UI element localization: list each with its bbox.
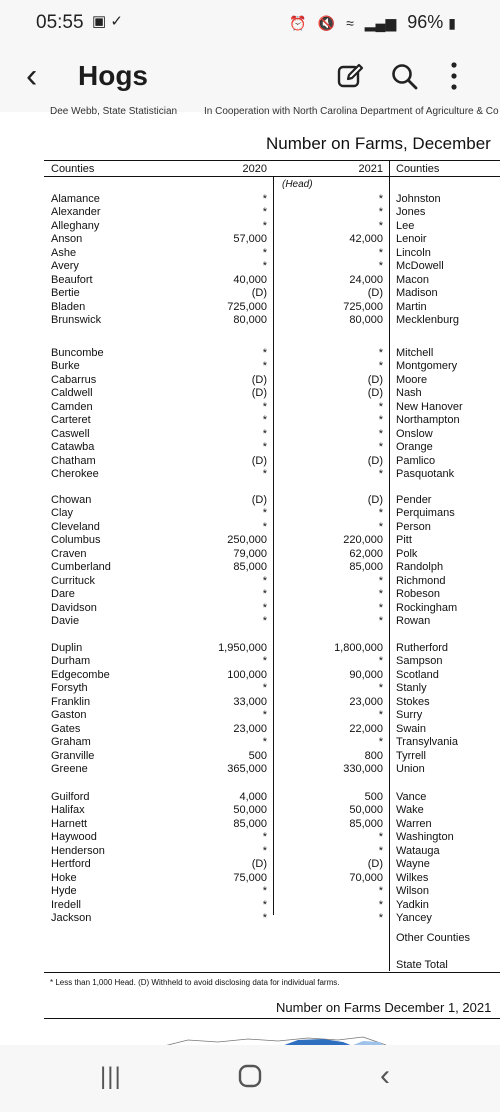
value-2020: * [262, 574, 267, 587]
county-name-2: Scotland [396, 668, 439, 681]
county-name: Jackson [51, 912, 92, 925]
value-2020: (D) [251, 387, 267, 400]
table-row [0, 763, 500, 776]
table-row [0, 858, 500, 871]
value-2021: * [378, 360, 383, 373]
county-name-2: Pasquotank [396, 468, 455, 481]
table-row [0, 193, 500, 206]
table-row [0, 387, 500, 400]
value-2021: (D) [367, 494, 383, 506]
county-name: Dare [51, 588, 75, 601]
value-2020: * [262, 260, 267, 273]
table-row [0, 669, 500, 682]
table-row [0, 206, 500, 219]
status-right [289, 12, 462, 33]
table-row [0, 247, 500, 260]
county-name: Avery [51, 260, 79, 273]
document-cut-header-right: In Cooperation with North Carolina Department of Agriculture & Co [204, 106, 499, 117]
value-2021: 42,000 [349, 233, 383, 246]
table-row [0, 696, 500, 709]
county-name: Davidson [51, 601, 97, 614]
value-2020: 80,000 [233, 314, 267, 327]
county-name-2: Perquimans [396, 507, 455, 520]
app-bar [0, 48, 500, 112]
county-name: Granville [51, 749, 95, 762]
value-2021: 220,000 [343, 534, 383, 547]
unit-label: (Head) [282, 179, 313, 190]
value-2020: 4,000 [239, 791, 267, 803]
county-name: Alleghany [51, 219, 100, 232]
county-name-2: Wake [396, 804, 424, 817]
value-2021: * [378, 347, 383, 359]
county-name: Duplin [51, 642, 83, 654]
county-name-2: Pamlico [396, 454, 436, 467]
value-2021: * [378, 709, 383, 722]
value-2021: * [378, 655, 383, 668]
value-2021: * [378, 468, 383, 481]
value-2020: 250,000 [227, 534, 267, 547]
value-2020: * [262, 844, 267, 857]
value-2020: * [262, 601, 267, 614]
county-name: Bertie [51, 287, 80, 300]
value-2020: 23,000 [233, 722, 267, 735]
county-name-2: Vance [396, 791, 427, 803]
county-name: Cumberland [51, 561, 111, 574]
table-row [0, 414, 500, 427]
table-row [0, 912, 500, 925]
value-2020: * [262, 682, 267, 695]
county-name: Alamance [51, 193, 100, 205]
county-name: Durham [51, 655, 91, 668]
value-2021: 800 [364, 749, 383, 762]
table-row [0, 301, 500, 314]
table-row [0, 588, 500, 601]
value-2020: * [262, 655, 267, 668]
county-name: Cleveland [51, 520, 100, 533]
county-name-2: Stanly [396, 682, 427, 695]
county-name-2: Wayne [396, 858, 430, 871]
county-name-2: Yadkin [396, 898, 429, 911]
county-name: Guilford [51, 791, 90, 803]
county-name: Gaston [51, 709, 87, 722]
county-name-2: Sampson [396, 655, 443, 668]
county-name-2: Rutherford [396, 642, 448, 654]
county-name-2: McDowell [396, 260, 444, 273]
value-2021: * [378, 912, 383, 925]
value-2021: 70,000 [349, 871, 383, 884]
county-name: Henderson [51, 844, 105, 857]
county-name-2: Yancey [396, 912, 432, 925]
county-name: Burke [51, 360, 80, 373]
value-2021: * [378, 831, 383, 844]
download-done-icon: ✓ [110, 13, 123, 30]
county-name: Ashe [51, 246, 77, 259]
value-2020: (D) [251, 454, 267, 467]
county-name-2: Richmond [396, 574, 446, 587]
table-row [0, 428, 500, 441]
table-row [0, 723, 500, 736]
value-2021: * [378, 260, 383, 273]
value-2021: (D) [367, 454, 383, 467]
county-name-2: Mecklenburg [396, 314, 459, 327]
county-name: Caldwell [51, 387, 93, 400]
value-2020: * [262, 219, 267, 232]
county-name-2: Washington [396, 831, 454, 844]
county-name: Beaufort [51, 273, 93, 286]
table-row [0, 287, 500, 300]
value-2021: 85,000 [349, 817, 383, 830]
table-row [0, 736, 500, 749]
value-2021: * [378, 427, 383, 440]
value-2021: 330,000 [343, 763, 383, 776]
county-name: Anson [51, 233, 83, 246]
value-2020: * [262, 360, 267, 373]
table-row [0, 494, 500, 507]
value-2020: 100,000 [227, 668, 267, 681]
county-name: Carteret [51, 414, 91, 427]
value-2021: * [378, 574, 383, 587]
status-bar [0, 0, 500, 48]
table-bottom-rule [44, 972, 500, 973]
table-row [0, 709, 500, 722]
table-row [0, 233, 500, 246]
county-name: Halifax [51, 804, 85, 817]
second-title-rule [44, 1018, 500, 1019]
county-name: Hoke [51, 871, 77, 884]
value-2021: * [378, 898, 383, 911]
county-name: Greene [51, 763, 88, 776]
county-name-2: Wilson [396, 885, 430, 898]
county-name-2: Orange [396, 441, 433, 454]
value-2021: 22,000 [349, 722, 383, 735]
value-2020: (D) [251, 858, 267, 871]
value-2021: 23,000 [349, 695, 383, 708]
table-header-rule [44, 176, 500, 177]
value-2020: * [262, 441, 267, 454]
county-name: Chowan [51, 494, 92, 506]
table-row [0, 615, 500, 628]
county-name-2: Mitchell [396, 347, 434, 359]
table-row [0, 575, 500, 588]
value-2020: 85,000 [233, 817, 267, 830]
value-2020: 85,000 [233, 561, 267, 574]
table-row [0, 831, 500, 844]
value-2021: * [378, 615, 383, 628]
county-name-2: Johnston [396, 193, 441, 205]
table-row [0, 468, 500, 481]
value-2021: * [378, 507, 383, 520]
county-name: Cabarrus [51, 373, 97, 386]
value-2020: (D) [251, 373, 267, 386]
value-2020: * [262, 898, 267, 911]
county-name-2: Person [396, 520, 431, 533]
value-2021: * [378, 219, 383, 232]
value-2020: * [262, 588, 267, 601]
county-name: Hertford [51, 858, 91, 871]
value-2020: 725,000 [227, 300, 267, 313]
wifi-icon: ≈ [346, 15, 354, 31]
value-2020: * [262, 468, 267, 481]
county-name: Hyde [51, 885, 77, 898]
value-2020: * [262, 736, 267, 749]
table-row [0, 401, 500, 414]
county-name-2: Lenoir [396, 233, 427, 246]
county-name: Gates [51, 722, 81, 735]
battery-icon: ▮ [448, 15, 456, 31]
table-top-rule [44, 160, 500, 161]
value-2020: 57,000 [233, 233, 267, 246]
county-name-2: Nash [396, 387, 422, 400]
county-name-2: New Hanover [396, 400, 463, 413]
value-2021: * [378, 206, 383, 219]
county-name-2: Stokes [396, 695, 430, 708]
table-row [0, 804, 500, 817]
value-2021: * [378, 885, 383, 898]
document-view[interactable] [0, 106, 500, 1045]
county-name-2: Moore [396, 373, 428, 386]
county-name-2: Robeson [396, 588, 441, 601]
other-counties-label: Other Counties [396, 932, 470, 944]
value-2020: 500 [248, 749, 267, 762]
value-2020: * [262, 885, 267, 898]
county-name: Graham [51, 736, 91, 749]
value-2021: 24,000 [349, 273, 383, 286]
header-2020: 2020 [242, 163, 267, 175]
value-2021: (D) [367, 387, 383, 400]
value-2021: 725,000 [343, 300, 383, 313]
value-2020: * [262, 831, 267, 844]
status-time: 05:55 [36, 12, 84, 33]
back-button[interactable]: ‹ [26, 57, 38, 95]
county-name: Currituck [51, 574, 96, 587]
value-2020: * [262, 615, 267, 628]
county-name: Buncombe [51, 347, 104, 359]
county-name-2: Jones [396, 206, 426, 219]
value-2021: 500 [364, 791, 383, 803]
county-name: Columbus [51, 534, 101, 547]
value-2020: 79,000 [233, 547, 267, 560]
document-title: Number on Farms, December [266, 134, 491, 153]
value-2021: 85,000 [349, 561, 383, 574]
document-cut-header-left: Dee Webb, State Statistician [50, 106, 178, 117]
county-name-2: Randolph [396, 561, 444, 574]
county-name: Craven [51, 547, 87, 560]
value-2021: (D) [367, 373, 383, 386]
county-name-2: Madison [396, 287, 438, 300]
value-2021: * [378, 400, 383, 413]
header-counties-2: Counties [396, 163, 440, 175]
county-name-2: Watauga [396, 844, 440, 857]
county-name: Camden [51, 400, 93, 413]
value-2020: * [262, 709, 267, 722]
value-2021: * [378, 193, 383, 205]
county-name-2: Rockingham [396, 601, 458, 614]
value-2020: 40,000 [233, 273, 267, 286]
value-2021: * [378, 601, 383, 614]
value-2020: 33,000 [233, 695, 267, 708]
county-name-2: Warren [396, 817, 432, 830]
county-name-2: Lee [396, 219, 415, 232]
county-name: Franklin [51, 695, 91, 708]
page-title: Hogs [78, 60, 148, 91]
value-2021: * [378, 520, 383, 533]
footnote: * Less than 1,000 Head. (D) Withheld to avoid disclosing data for individual farms. [50, 978, 340, 987]
table-row [0, 750, 500, 763]
value-2021: 80,000 [349, 314, 383, 327]
value-2021: * [378, 736, 383, 749]
value-2020: 1,950,000 [218, 642, 267, 654]
value-2020: (D) [251, 287, 267, 300]
county-name: Cherokee [51, 468, 99, 481]
county-name: Harnett [51, 817, 88, 830]
county-name-2: Pender [396, 494, 432, 506]
value-2020: * [262, 520, 267, 533]
county-name: Brunswick [51, 314, 102, 327]
county-name-2: Tyrrell [396, 749, 426, 762]
table-row [0, 561, 500, 574]
table-row [0, 314, 500, 327]
table-row [0, 274, 500, 287]
table-row [0, 260, 500, 273]
battery-percent: 96% [407, 12, 444, 32]
value-2020: * [262, 427, 267, 440]
recent-apps-button[interactable]: ||| [100, 1063, 122, 1090]
county-name-2: Martin [396, 300, 427, 313]
status-notification-icons [92, 12, 123, 30]
county-name-2: Transylvania [396, 736, 458, 749]
county-name-2: Rowan [396, 615, 431, 628]
value-2020: 50,000 [233, 804, 267, 817]
mute-icon: 🔇 [317, 15, 336, 31]
table-row [0, 682, 500, 695]
county-name-2: Lincoln [396, 246, 431, 259]
table-row [0, 374, 500, 387]
value-2020: * [262, 507, 267, 520]
value-2020: * [262, 347, 267, 359]
table-row [0, 602, 500, 615]
signal-icon: ▂▄▆ [364, 15, 397, 31]
value-2021: (D) [367, 287, 383, 300]
header-counties: Counties [51, 163, 95, 175]
value-2021: 90,000 [349, 668, 383, 681]
value-2021: * [378, 588, 383, 601]
county-name: Catawba [51, 441, 95, 454]
table-row [0, 642, 500, 655]
table-row [0, 360, 500, 373]
county-name-2: Northampton [396, 414, 460, 427]
table-row [0, 885, 500, 898]
value-2020: * [262, 414, 267, 427]
search-icon[interactable] [390, 62, 418, 90]
county-name: Haywood [51, 831, 97, 844]
table-row [0, 220, 500, 233]
value-2020: * [262, 206, 267, 219]
value-2020: * [262, 193, 267, 205]
county-name-2: Swain [396, 722, 426, 735]
county-name-2: Wilkes [396, 871, 429, 884]
value-2021: 62,000 [349, 547, 383, 560]
value-2021: 1,800,000 [334, 642, 383, 654]
value-2020: * [262, 400, 267, 413]
more-options-icon[interactable] [444, 60, 464, 92]
table-row [0, 534, 500, 547]
table-row [0, 521, 500, 534]
navigation-bar [0, 1045, 500, 1112]
header-2021: 2021 [358, 163, 383, 175]
value-2021: * [378, 844, 383, 857]
table-row [0, 455, 500, 468]
county-name-2: Onslow [396, 427, 433, 440]
table-row [0, 845, 500, 858]
county-name-2: Macon [396, 273, 430, 286]
value-2021: * [378, 414, 383, 427]
value-2020: 75,000 [233, 871, 267, 884]
county-name: Iredell [51, 898, 81, 911]
table-row [0, 791, 500, 804]
county-name-2: Surry [396, 709, 423, 722]
value-2021: 50,000 [349, 804, 383, 817]
state-total-label: State Total [396, 959, 448, 971]
county-name-2: Montgomery [396, 360, 458, 373]
table-row [0, 548, 500, 561]
value-2020: * [262, 912, 267, 925]
system-back-button[interactable]: ‹ [380, 1059, 390, 1092]
county-name: Edgecombe [51, 668, 110, 681]
table-row [0, 872, 500, 885]
table-row [0, 655, 500, 668]
value-2020: 365,000 [227, 763, 267, 776]
county-name: Forsyth [51, 682, 88, 695]
table-row [0, 347, 500, 360]
table-row [0, 818, 500, 831]
screenshot-icon: ▣ [92, 13, 107, 30]
value-2021: * [378, 682, 383, 695]
county-name: Chatham [51, 454, 96, 467]
table-row [0, 507, 500, 520]
home-button[interactable] [238, 1064, 262, 1088]
value-2020: * [262, 246, 267, 259]
table-row [0, 441, 500, 454]
county-name-2: Polk [396, 547, 418, 560]
edit-icon[interactable] [336, 62, 364, 90]
table-row [0, 899, 500, 912]
county-name: Clay [51, 507, 74, 520]
county-name-2: Union [396, 763, 425, 776]
county-name: Caswell [51, 427, 90, 440]
county-name-2: Pitt [396, 534, 412, 547]
county-name: Alexander [51, 206, 101, 219]
value-2020: (D) [251, 494, 267, 506]
alarm-icon: ⏰ [289, 15, 307, 31]
value-2021: (D) [367, 858, 383, 871]
county-name: Bladen [51, 300, 86, 313]
second-page-title: Number on Farms December 1, 2021 [276, 1000, 492, 1015]
value-2021: * [378, 441, 383, 454]
value-2021: * [378, 246, 383, 259]
county-name: Davie [51, 615, 80, 628]
